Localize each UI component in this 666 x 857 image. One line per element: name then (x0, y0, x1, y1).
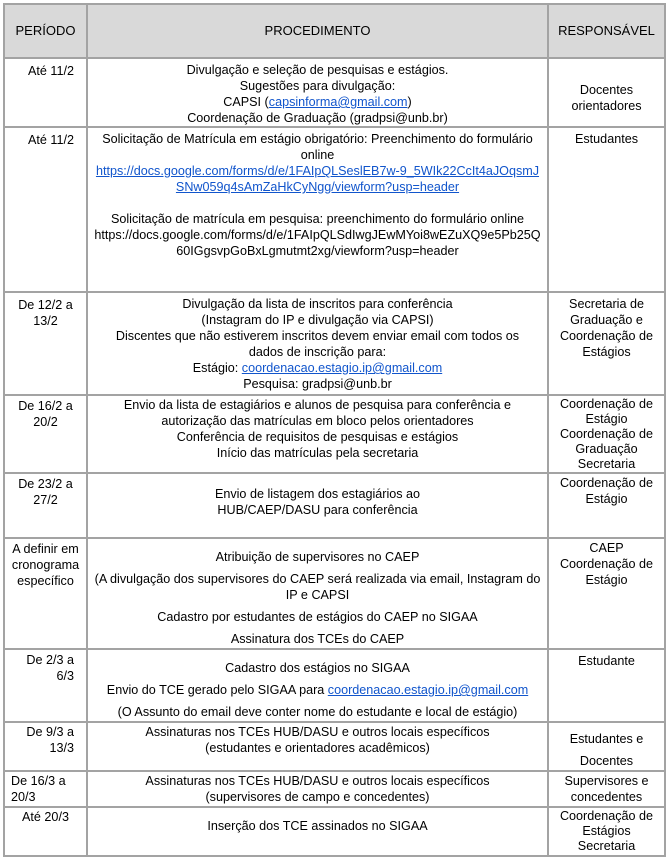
table-row (4, 58, 665, 127)
table-row (4, 127, 665, 292)
responsavel-cell: Coordenação de Estágio Coordenação de Graduação Secretaria (548, 395, 665, 473)
procedimento-cell: Assinaturas nos TCEs HUB/DASU e outros locais específicos (supervisores de campo e concedentes) (87, 771, 548, 807)
procedimento-cell: Cadastro dos estágios no SIGAA Envio do TCE gerado pelo SIGAA para coordenacao.estagio.ip@gmail.com (O Assunto do email deve conter nome do estudante e local de estágio) (87, 649, 548, 722)
procedimento-cell: Atribuição de supervisores no CAEP (A divulgação dos supervisores do CAEP será realizada via email, Instagram do IP e CAPSI Cadastro por estudantes de estágios do CAEP no SIGAA Assinatura dos TCEs do CAEP (87, 538, 548, 649)
responsavel-cell: Docentes orientadores (548, 58, 665, 127)
procedimento-cell: Assinaturas nos TCEs HUB/DASU e outros locais específicos (estudantes e orientadores acadêmicos) (87, 722, 548, 771)
capsi-email-link[interactable]: capsinforma@gmail.com (268, 95, 408, 109)
estagio-email-link[interactable]: coordenacao.estagio.ip@gmail.com (241, 361, 443, 375)
proc-text: Sugestões para divulgação: (239, 79, 396, 93)
responsavel-cell: Coordenação de Estágios Secretaria (548, 807, 665, 856)
periodo-cell: Até 11/2 (4, 127, 87, 292)
responsavel-cell: CAEP Coordenação de Estágio (548, 538, 665, 649)
header-responsavel: RESPONSÁVEL (548, 4, 665, 58)
table-row (4, 807, 665, 856)
responsavel-cell: Coordenação de Estágio (548, 473, 665, 538)
table-row (4, 771, 665, 807)
procedimento-cell: Envio de listagem dos estagiários ao HUB/CAEP/DASU para conferência (87, 473, 548, 538)
periodo-cell: A definir em cronograma específico (4, 538, 87, 649)
proc-text: Solicitação de matrícula em pesquisa: preenchimento do formulário online (110, 212, 525, 226)
pesquisa-form-url: https://docs.google.com/forms/d/e/1FAIpQLSdIwgJEwMYoi8wEZuXQ9e5Pb25Q60IGgsvpGoBxLgmutmt2xg/viewform?usp=header (94, 228, 541, 258)
schedule-table (3, 3, 666, 857)
table-row (4, 473, 665, 538)
procedimento-cell: Inserção dos TCE assinados no SIGAA (87, 807, 548, 856)
periodo-cell: De 16/3 a 20/3 (4, 771, 87, 807)
proc-text: Solicitação de Matrícula em estágio obrigatório: Preenchimento do formulário online (102, 132, 533, 162)
periodo-cell: De 2/3 a 6/3 (4, 649, 87, 722)
responsavel-cell: Estudantes e Docentes (548, 722, 665, 771)
procedimento-cell (87, 58, 548, 127)
header-row (4, 4, 665, 58)
proc-text: Divulgação e seleção de pesquisas e estágios. (186, 63, 449, 77)
responsavel-cell: Secretaria de Graduação e Coordenação de Estágios (548, 292, 665, 395)
responsavel-cell: Estudantes (548, 127, 665, 292)
header-procedimento: PROCEDIMENTO (87, 4, 548, 58)
periodo-cell: De 12/2 a 13/2 (4, 292, 87, 395)
table-row (4, 292, 665, 395)
periodo-cell: Até 20/3 (4, 807, 87, 856)
proc-text: Coordenação de Graduação (gradpsi@unb.br) (187, 111, 448, 125)
responsavel-cell: Supervisores e concedentes (548, 771, 665, 807)
responsavel-cell: Estudante (548, 649, 665, 722)
procedimento-cell: Envio da lista de estagiários e alunos de pesquisa para conferência e autorização das matrículas em bloco pelos orientadores Conferência de requisitos de pesquisas e estágios Início das matrículas pela secretaria (87, 395, 548, 473)
procedimento-cell: Divulgação da lista de inscritos para conferência (Instagram do IP e divulgação via CAPSI) Discentes que não estiverem inscritos devem enviar email com todos os dados de inscrição para: Estágio: coordenacao.estagio.ip@gmail.com Pesquisa: gradpsi@unb.br (87, 292, 548, 395)
periodo-cell: De 9/3 a 13/3 (4, 722, 87, 771)
table-row (4, 649, 665, 722)
periodo-cell: Até 11/2 (4, 58, 87, 127)
table-row (4, 722, 665, 771)
table-row (4, 395, 665, 473)
periodo-cell: De 23/2 a 27/2 (4, 473, 87, 538)
table-row (4, 538, 665, 649)
estagio-form-link[interactable]: https://docs.google.com/forms/d/e/1FAIpQLSeslEB7w-9_5WIk22CcIt4aJOqsmJSNw059q4sAmZaHkCyNgg/viewform?usp=header (95, 164, 540, 194)
procedimento-cell (87, 127, 548, 292)
header-periodo: PERÍODO (4, 4, 87, 58)
periodo-cell: De 16/2 a 20/2 (4, 395, 87, 473)
proc-text: CAPSI (capsinforma@gmail.com) (223, 95, 412, 109)
tce-email-link[interactable]: coordenacao.estagio.ip@gmail.com (327, 683, 529, 697)
